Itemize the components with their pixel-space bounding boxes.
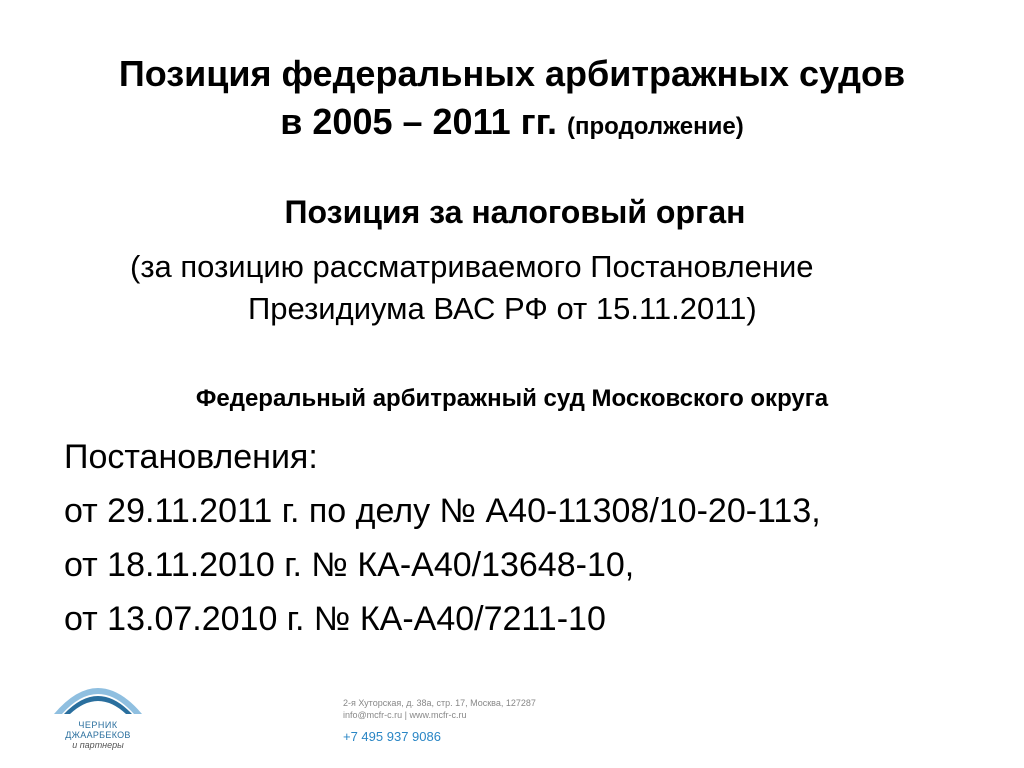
rulings-list bbox=[64, 430, 1004, 646]
logo-text bbox=[48, 720, 148, 750]
title-years: в 2005 – 2011 гг. bbox=[280, 101, 558, 142]
footer-contacts bbox=[343, 697, 703, 721]
title-continuation: (продолжение) bbox=[567, 113, 744, 140]
ruling-item: от 13.07.2010 г. № КА-А40/7211-10 bbox=[64, 600, 606, 638]
logo-line-1: ЧЕРНИК bbox=[78, 720, 118, 730]
bridge-arc-icon bbox=[48, 668, 148, 720]
note-line-1: (за позицию рассматриваемого Постановление bbox=[130, 249, 814, 284]
logo-line-2: ДЖААРБЕКОВ bbox=[65, 730, 131, 740]
logo-line-3: и партнеры bbox=[72, 740, 124, 750]
ruling-item: от 29.11.2011 г. по делу № А40-11308/10-20-113, bbox=[64, 492, 821, 530]
rulings-header: Постановления: bbox=[64, 438, 318, 476]
footer-email-web: info@mcfr-c.ru | www.mcfr-c.ru bbox=[343, 710, 467, 720]
note-line-2: Президиума ВАС РФ от 15.11.2011) bbox=[248, 291, 757, 326]
title-line-2 bbox=[0, 98, 1024, 151]
footer-phone: +7 495 937 9086 bbox=[343, 729, 441, 744]
title-line-1: Позиция федеральных арбитражных судов bbox=[118, 53, 906, 94]
company-logo bbox=[48, 668, 148, 748]
slide-title bbox=[0, 50, 1024, 151]
position-heading: Позиция за налоговый орган bbox=[284, 194, 746, 230]
court-name: Федеральный арбитражный суд Московского округа bbox=[195, 385, 829, 412]
position-note bbox=[130, 246, 920, 330]
footer-address: 2-я Хуторская, д. 38а, стр. 17, Москва, 127287 bbox=[343, 698, 536, 708]
ruling-item: от 18.11.2010 г. № КА-А40/13648-10, bbox=[64, 546, 635, 584]
